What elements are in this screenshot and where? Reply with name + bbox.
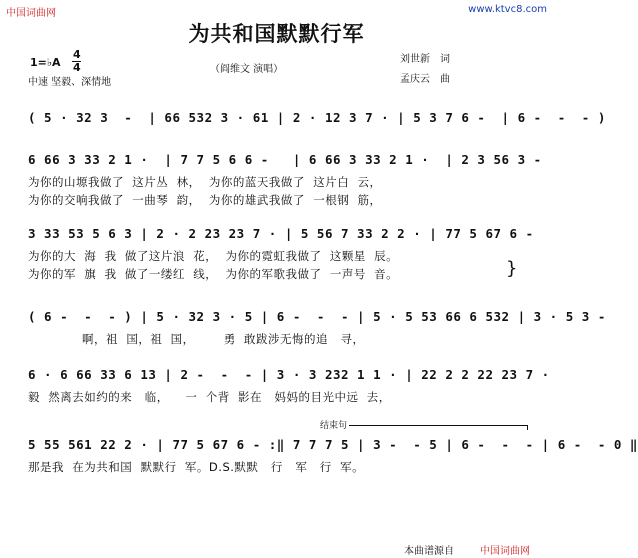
ending-bracket [338, 425, 528, 426]
lyricist-credit: 刘世新 词 [400, 54, 450, 65]
time-signature-top: 4 [73, 48, 81, 61]
verse-brace: } [506, 258, 518, 279]
watermark-top-right[interactable]: www.ktvc8.com [468, 4, 547, 15]
source-site[interactable]: 中国词曲网 [480, 546, 530, 557]
score-title: 为共和国默默行军 [188, 22, 365, 46]
time-signature-bottom: 4 [73, 61, 81, 74]
key-signature: 1=♭A [30, 56, 61, 69]
notation-line: 6 66 3 33 2 1 · | 7 7 5 6 6 - | 6 66 3 33 2 1 · | 2 3 56 3 - [28, 152, 542, 167]
composer-credit: 孟庆云 曲 [400, 74, 450, 85]
lyric-verse-1: 为你的山塬我做了 这片丛 林， 为你的蓝天我做了 这片白 云， [28, 175, 382, 189]
notation-line: ( 6 - - - ) | 5 · 32 3 · 5 | 6 - - - | 5 · 5 53 66 6 532 | 3 · 5 3 - [28, 309, 606, 324]
ending-bracket-tick [527, 425, 528, 430]
lyric-line: 那是我 在为共和国 默默行 军。D.S.默默 行 军 行 军。 [28, 460, 365, 474]
tempo-marking: 中速 坚毅、深情地 [28, 77, 112, 88]
notation-line: 3 33 53 5 6 3 | 2 · 2 23 23 7 · | 5 56 7 33 2 2 · | 77 5 67 6 - [28, 226, 534, 241]
ending-label: 结束句 [318, 418, 349, 431]
source-note: 本曲谱源自 [404, 546, 454, 557]
lyric-verse-2: 为你的交响我做了 一曲琴 韵， 为你的雄武我做了 一根钢 筋， [28, 193, 382, 207]
singer-credit: （阎维文 演唱） [210, 64, 284, 75]
notation-line: ( 5 · 32 3 - | 66 532 3 · 61 | 2 · 12 3 7 · | 5 3 7 6 - | 6 - - - ) [28, 110, 606, 125]
lyric-line: 啊，祖 国，祖 国， 勇 敢跋涉无悔的追 寻， [28, 332, 365, 346]
notation-line: 5 55 561 22 2 · | 77 5 67 6 - :‖ 7 7 7 5 | 3 - - 5 | 6 - - - | 6 - - 0 ‖ [28, 437, 638, 452]
watermark-top-left: 中国词曲网 [6, 8, 56, 19]
notation-line: 6 · 6 66 33 6 13 | 2 - - - | 3 · 3 232 1 1 · | 22 2 2 22 23 7 · [28, 367, 550, 382]
lyric-line: 毅 然离去如约的来 临， 一 个背 影在 妈妈的目光中远 去， [28, 390, 391, 404]
lyric-verse-2: 为你的军 旗 我 做了一缕红 线， 为你的军歌我做了 一声号 音。 [28, 267, 399, 281]
lyric-verse-1: 为你的大 海 我 做了这片浪 花， 为你的霓虹我做了 这颗星 辰。 [28, 249, 399, 263]
